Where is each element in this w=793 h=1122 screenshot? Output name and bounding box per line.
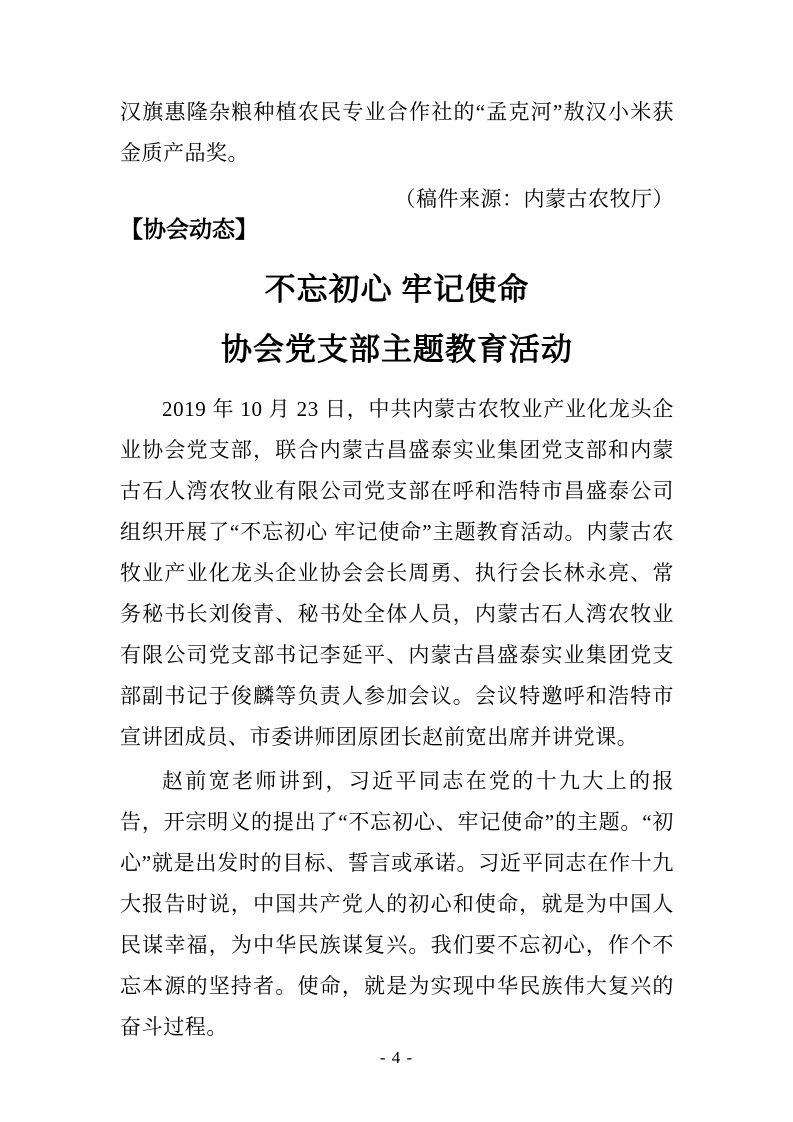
article-body [120,389,674,1048]
lead-paragraph: 汉旗惠隆杂粮种植农民专业合作社的“孟克河”敖汉小米获金质产品奖。 [120,100,674,165]
article-paragraph-1: 2019 年 10 月 23 日，中共内蒙古农牧业产业化龙头企业协会党支部，联合内蒙古昌盛泰实业集团党支部和内蒙古石人湾农牧业有限公司党支部在呼和浩特市昌盛泰公司组织开展了“不忘初心 牢记使命”主题教育活动。内蒙古农牧业产业化龙头企业协会会长周勇、执行会长林永亮、常务秘书长刘俊青、秘书处全体人员，内蒙古石人湾农牧业有限公司党支部书记李延平、内蒙古昌盛泰实业集团党支部副书记于俊麟等负责人参加会议。会议特邀呼和浩特市宣讲团成员、市委讲师团原团长赵前宽出席并讲党课。 [120,397,674,749]
article-title-line1: 不忘初心 牢记使命 [264,272,530,307]
page-number: - 4 - [379,1048,414,1067]
source-attribution: （稿件来源：内蒙古农牧厅） [394,187,674,211]
article-title-line2: 协会党支部主题教育活动 [221,332,573,367]
section-header: 【协会动态】 [120,216,258,242]
article-paragraph-2: 赵前宽老师讲到，习近平同志在党的十九大上的报告，开宗明义的提出了“不忘初心、牢记使命”的主题。“初心”就是出发时的目标、誓言或承诺。习近平同志在作十九大报告时说，中国共产党人的初心和使命，就是为中国人民谋幸福，为中华民族谋复兴。我们要不忘初心，作个不忘本源的坚持者。使命，就是为实现中华民族伟大复兴的奋斗过程。 [120,769,674,1039]
